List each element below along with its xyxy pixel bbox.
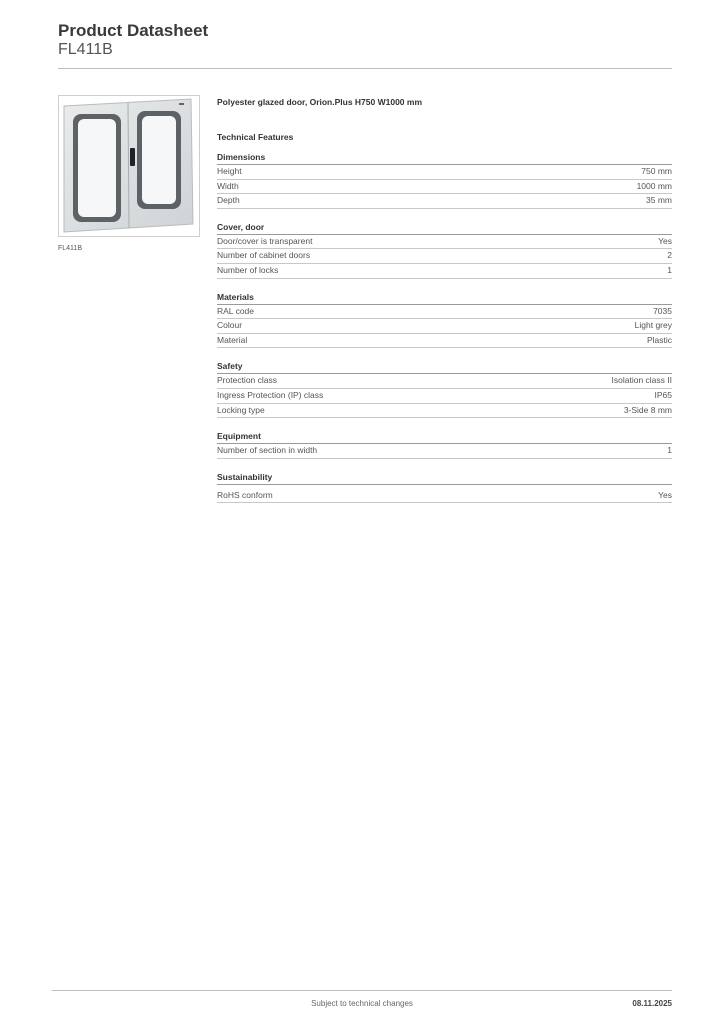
spec-label: Protection class	[217, 375, 277, 386]
spec-row	[217, 374, 672, 389]
section-materials	[217, 291, 672, 349]
spec-value: 7035	[653, 305, 672, 316]
spec-value: 1000 mm	[636, 180, 672, 191]
footer-divider	[52, 990, 672, 991]
spec-row	[217, 165, 672, 180]
spec-value: 2	[667, 250, 672, 261]
product-code: FL411B	[58, 41, 113, 58]
spec-row	[217, 444, 672, 459]
section-cover-door	[217, 221, 672, 279]
spec-row	[217, 180, 672, 195]
section-title: Equipment	[217, 430, 672, 444]
spec-row	[217, 489, 672, 504]
section-dimensions	[217, 151, 672, 209]
section-sustainability	[217, 471, 672, 504]
spec-value: 35 mm	[646, 195, 672, 206]
spec-label: Number of cabinet doors	[217, 250, 311, 261]
spec-value: Yes	[658, 235, 672, 246]
product-image	[58, 95, 200, 237]
spec-label: Height	[217, 166, 242, 176]
section-title: Safety	[217, 360, 672, 374]
page-title: Product Datasheet	[58, 21, 209, 40]
spec-label: Number of locks	[217, 264, 279, 275]
footer-note: Subject to technical changes	[311, 999, 413, 1008]
spec-label: RAL code	[217, 305, 255, 316]
spec-label: Door/cover is transparent	[217, 235, 313, 246]
section-title: Sustainability	[217, 471, 672, 485]
spec-label: Material	[217, 334, 248, 345]
spec-value: 1	[667, 445, 672, 456]
spec-value: IP65	[654, 389, 672, 400]
spec-label: Ingress Protection (IP) class	[217, 389, 324, 400]
spec-value: Isolation class II	[611, 375, 672, 386]
spec-label: RoHS conform	[217, 489, 273, 500]
spec-row	[217, 249, 672, 264]
spec-value: Plastic	[646, 334, 672, 345]
datasheet-header	[58, 21, 208, 59]
section-title: Cover, door	[217, 221, 672, 235]
image-caption: FL411B	[58, 245, 82, 252]
header-divider	[58, 68, 672, 69]
spec-row	[217, 194, 672, 209]
spec-row	[217, 404, 672, 419]
spec-label: Width	[217, 180, 239, 191]
spec-row	[217, 305, 672, 320]
section-title: Materials	[217, 291, 672, 305]
spec-label: Locking type	[217, 404, 265, 415]
spec-value: 3-Side 8 mm	[623, 404, 672, 415]
spec-value: 1	[667, 264, 672, 275]
spec-row	[217, 334, 672, 349]
section-equipment	[217, 430, 672, 459]
spec-value: Yes	[658, 489, 672, 500]
spec-label: Number of section in width	[217, 445, 318, 456]
spec-label: Colour	[217, 320, 243, 331]
spec-value: 750 mm	[641, 166, 672, 176]
footer-date: 08.11.2025	[632, 999, 672, 1008]
section-safety	[217, 360, 672, 418]
spec-row	[217, 389, 672, 404]
product-description: Polyester glazed door, Orion.Plus H750 W1000 mm	[217, 97, 423, 107]
spec-row	[217, 235, 672, 250]
spec-row	[217, 264, 672, 279]
spec-value: Light grey	[634, 320, 672, 331]
technical-content	[217, 95, 672, 503]
section-title: Dimensions	[217, 151, 672, 165]
spec-row	[217, 319, 672, 334]
glazed-double-door-icon	[59, 96, 199, 236]
technical-features-title: Technical Features	[217, 132, 294, 142]
spec-label: Depth	[217, 195, 240, 206]
